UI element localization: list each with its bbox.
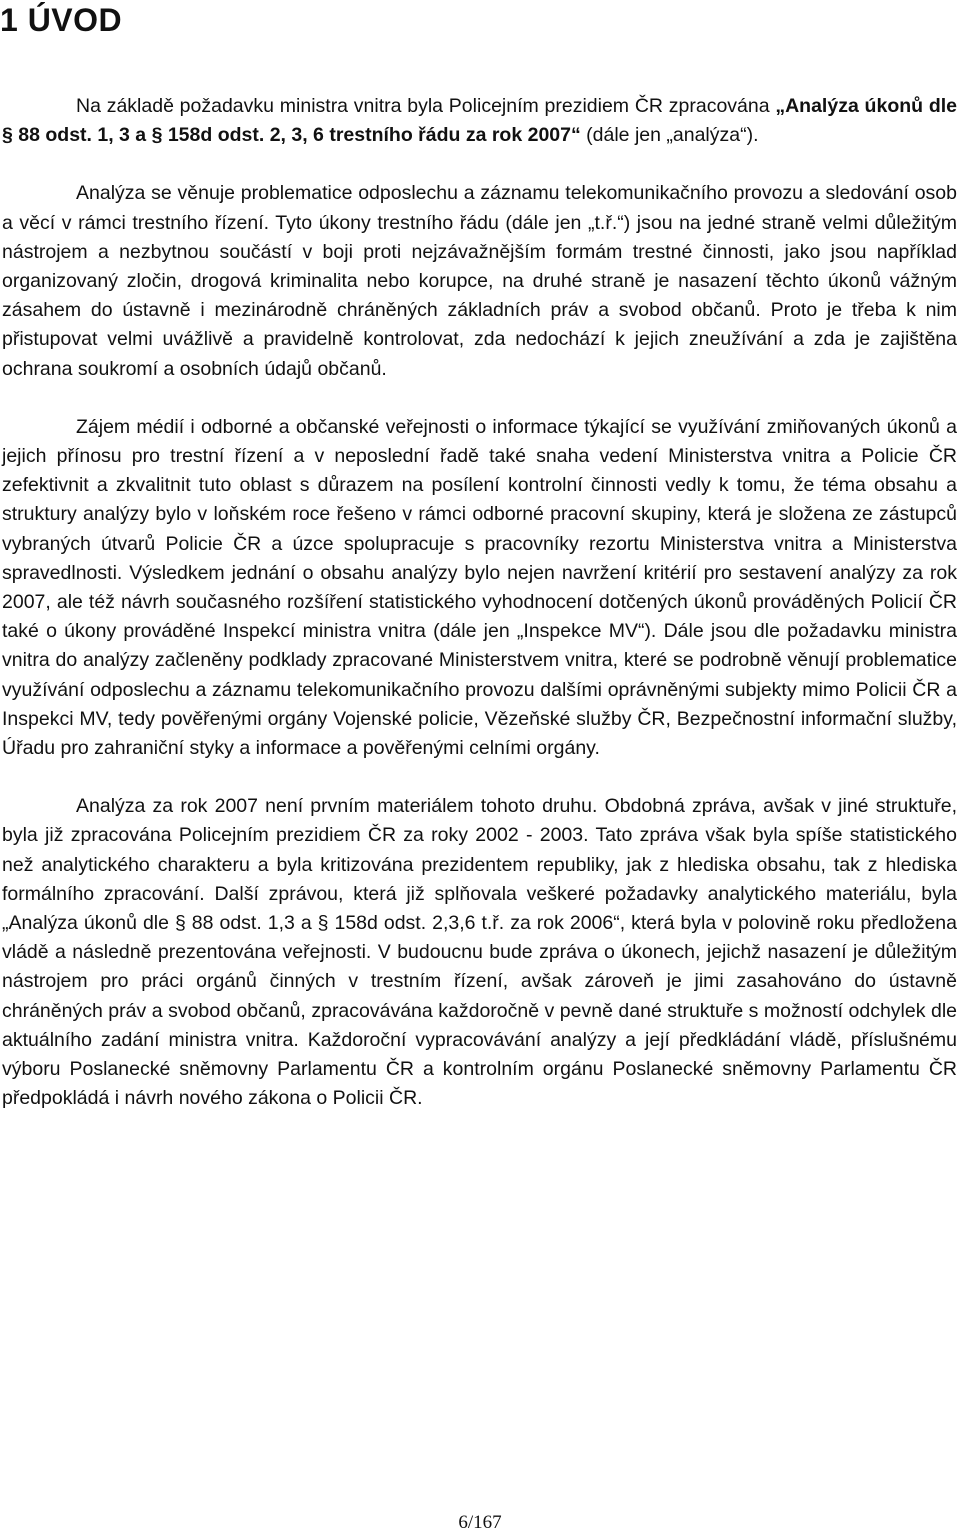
paragraph-history: Analýza za rok 2007 není prvním materiálem tohoto druhu. Obdobná zpráva, avšak v jiné struktuře, byla již zpracována Policejním prezidiem ČR za roky 2002 - 2003. Tato zpráva však byla spíše statistického než analytického charakteru a byla kritizována prezidentem republiky, jak z hlediska obsahu, tak z hlediska formálního zpracování. Další zprávou, která již splňovala veškeré požadavky analytického materiálu, byla „Analýza úkonů dle § 88 odst. 1,3 a § 158d odst. 2,3,6 t.ř. za rok 2006“, která byla v polovině roku předložena vládě a následně prezentována veřejnosti. V budoucnu bude zpráva o úkonech, jejichž nasazení je důležitým nástrojem pro práci orgánů činných v trestním řízení, avšak zároveň je jimi zasahováno do ústavně chráněných práv a svobod občanů, zpracovávána každoročně v pevně dané struktuře s možností odchylek dle aktuálního zadání ministra vnitra. Každoroční vypracovávání analýzy a její předkládání vládě, příslušnému výboru Poslanecké sněmovny Parlamentu ČR a kontrolním orgánu Poslanecké sněmovny Parlamentu ČR předpokládá i návrh nového zákona o Policii ČR. xyxy=(2,795,957,1110)
paragraph-purpose: Analýza se věnuje problematice odposlechu a záznamu telekomunikačního provozu a sledování osob a věcí v rámci trestního řízení. Tyto úkony trestního řádu (dále jen „t.ř.“) jsou na jedné straně velmi důležitým nástrojem a nezbytnou součástí v boji proti nejzávažnějším formám trestné činnosti, jako jsou například organizovaný zločin, drogová kriminalita nebo korupce, na druhé straně je nasazení těchto úkonů vážným zásahem do ústavně i mezinárodně chráněných základních práv a svobod občanů. Proto je třeba k nim přistupovat velmi uvážlivě a pravidelně kontrolovat, zda nedochází k jejich zneužívání a zda je zajištěna ochrana soukromí a osobních údajů občanů. xyxy=(2,182,957,380)
analysis-title: „Analýza úkonů dle § 88 odst. 1, 3 a § 158d odst. 2, 3, 6 trestního řádu za rok 2007“ xyxy=(2,95,957,147)
document-body xyxy=(2,92,957,1143)
paragraph-intro xyxy=(2,92,957,150)
intro-text-end: (dále jen „analýza“). xyxy=(580,124,759,147)
intro-text: Na základě požadavku ministra vnitra byla Policejním prezidiem ČR zpracována xyxy=(76,95,776,117)
chapter-heading: 1 ÚVOD xyxy=(0,2,123,38)
paragraph-background: Zájem médií i odborné a občanské veřejnosti o informace týkající se využívání zmiňovaných úkonů a jejich přínosu pro trestní řízení a v neposlední řadě také snaha vedení Ministerstva vnitra a Policie ČR zefektivnit a zkvalitnit tuto oblast s důrazem na posílení kontrolní činnosti vedly k tomu, že téma obsahu a struktury analýzy bylo v loňském roce řešeno v rámci odborné pracovní skupiny, která je složena ze zástupců vybraných útvarů Policie ČR a úzce spolupracuje s pracovníky rezortu Ministerstva vnitra a Ministerstva spravedlnosti. Výsledkem jednání o obsahu analýzy bylo nejen navržení kritérií pro sestavení analýzy za rok 2007, ale též návrh současného rozšíření statistického vyhodnocení dotčených úkonů prováděných Policií ČR také o úkony prováděné Inspekcí ministra vnitra (dále jen „Inspekce MV“). Dále jsou dle požadavku ministra vnitra do analýzy začleněny podklady zpracované Ministerstvem vnitra, které se podrobně věnují problematice využívání odposlechu a záznamu telekomunikačního provozu dalšími oprávněnými subjekty mimo Policii ČR a Inspekci MV, tedy pověřenými orgány Vojenské policie, Vězeňské služby ČR, Bezpečnostní informační služby, Úřadu pro zahraniční styky a informace a pověřenými celními orgány. xyxy=(2,415,957,760)
page-number: 6/167 xyxy=(458,1512,502,1533)
